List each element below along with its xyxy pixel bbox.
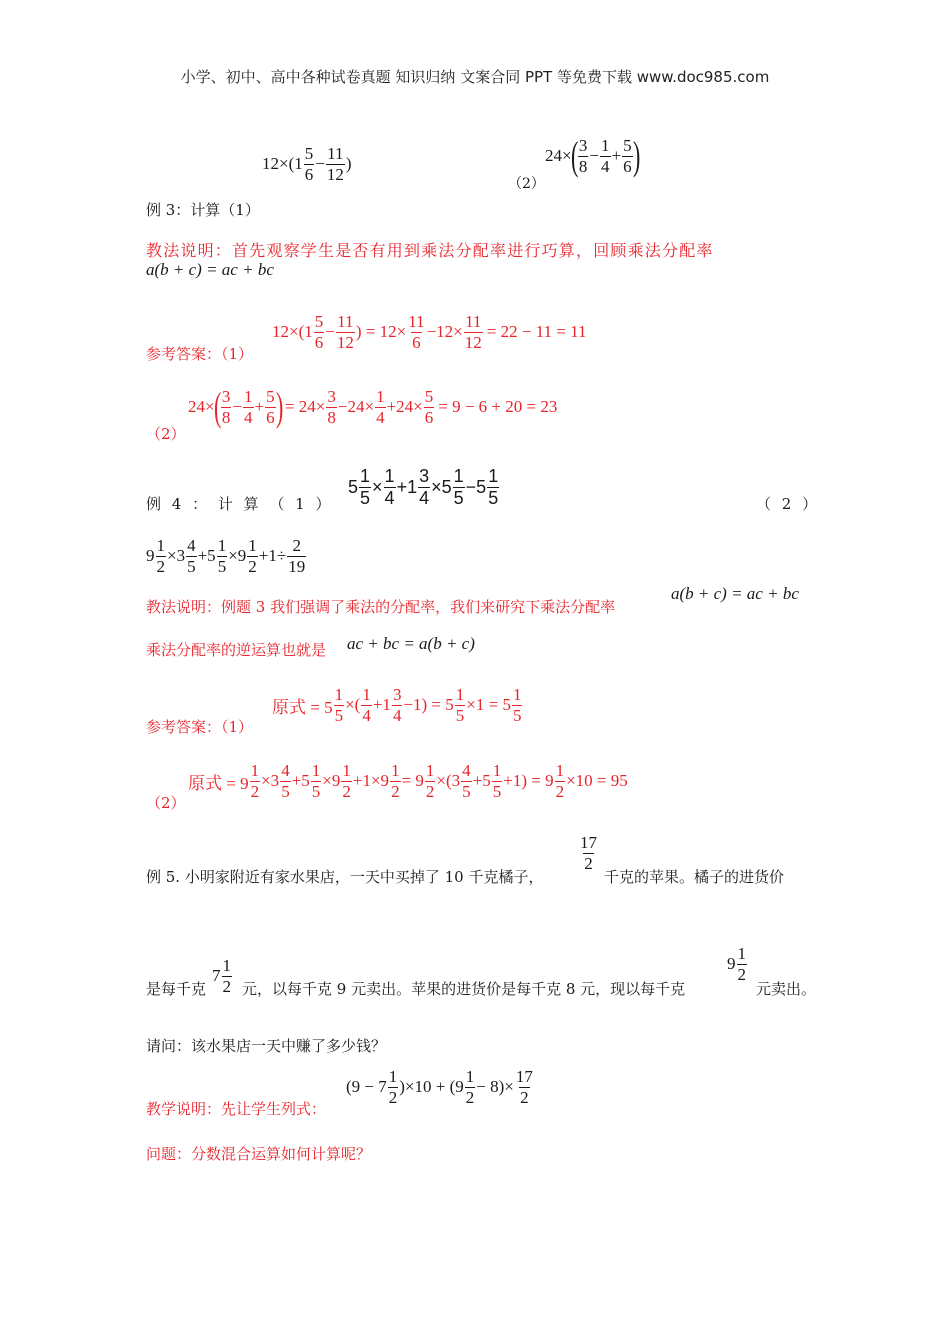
math-text: 12×(1 (262, 154, 303, 174)
ex4-q2-number: （ 2 ） (756, 495, 821, 513)
ex4-inverse-formula: ac + bc = a(b + c) (347, 634, 475, 653)
fraction: $\frac{11}{12}$ (326, 144, 344, 184)
fraction: $\frac{1}{2}$ (156, 536, 165, 576)
ex5-line-2c: 元卖出。 (756, 980, 817, 998)
ex4-formula: a(b + c) = ac + bc (671, 584, 799, 603)
fraction: $\frac{2}{19}$ (288, 536, 306, 576)
ex3-answer-2: 24× ( $\frac{3}{8}$ − $\frac{1}{4}$ + $\frac{5}{6}$ ) = 24× $\frac{3}{8}$ −24× $\frac{1}{4}$ +24× $\frac{5}{6}$ = 9 − 6 + 20 = 23 (188, 384, 558, 429)
ex3-formula: a(b + c) = ac + bc (146, 260, 274, 279)
fraction: $\frac{1}{4}$ (244, 386, 253, 427)
fraction: $\frac{5}{6}$ (623, 135, 632, 176)
ex4-answer-1: 原式 = 5 $\frac{1}{5}$ ×( $\frac{1}{4}$ +1 $\frac{3}{4}$ −1) = 5 $\frac{1}{5}$ ×1 = 5 $\frac{1}{5}$ (272, 685, 522, 725)
fraction: $\frac{1}{5}$ (360, 466, 371, 508)
fraction: $\frac{1}{2}$ (425, 761, 435, 801)
fraction: $\frac{5}{6}$ (314, 312, 324, 352)
page-header: 小学、初中、高中各种试卷真题 知识归纳 文案合同 PPT 等免费下载 www.doc985.com (180, 68, 770, 86)
ex5-line-1: 例 5. 小明家附近有家水果店，一天中买掉了 10 千克橘子， (146, 868, 544, 886)
fraction: $\frac{3}{4}$ (419, 466, 430, 508)
ex5-line-2b: 元，以每千克 9 元卖出。苹果的进货价是每千克 8 元，现以每千克 (242, 980, 686, 998)
fraction: $\frac{3}{4}$ (392, 685, 402, 725)
ex5-line-2a: 是每千克 (146, 980, 207, 998)
ex5-apple-price: 9 $\frac{1}{2}$ (727, 944, 746, 984)
fraction: $\frac{3}{8}$ (327, 386, 336, 427)
fraction: $\frac{5}{6}$ (304, 144, 314, 184)
ex4-question-2: 9 $\frac{1}{2}$ ×3 $\frac{4}{5}$ +5 $\frac{1}{5}$ ×9 $\frac{1}{2}$ +1÷ $\frac{2}{19}$ (146, 536, 306, 576)
fraction: $\frac{1}{4}$ (362, 685, 371, 725)
fraction: $\frac{1}{5}$ (455, 685, 465, 725)
ex3-label: 例 3：计算（1） (146, 201, 260, 219)
ex3-answer-2-label: （2） (146, 425, 186, 443)
fraction: $\frac{17}{2}$ (515, 1067, 533, 1107)
fraction: $\frac{1}{5}$ (453, 466, 464, 508)
fraction: $\frac{11}{6}$ (408, 312, 425, 352)
math-text: + (611, 146, 622, 165)
ex3-question-2: 24× ( $\frac{3}{8}$ − $\frac{1}{4}$ + $\frac{5}{6}$ ) (545, 133, 640, 178)
ex5-problem: 问题：分数混合运算如何计算呢？ (146, 1145, 372, 1163)
fraction: $\frac{1}{2}$ (465, 1067, 475, 1107)
fraction: $\frac{1}{5}$ (492, 761, 502, 801)
ex3-answer-label: 参考答案：（1） (146, 345, 254, 363)
ex4-inverse-note: 乘法分配率的逆运算也就是 (146, 641, 327, 659)
fraction: $\frac{1}{2}$ (248, 536, 257, 576)
fraction: $\frac{1}{2}$ (737, 944, 746, 984)
fraction: $\frac{1}{5}$ (217, 536, 227, 576)
fraction: $\frac{3}{8}$ (578, 135, 588, 176)
fraction: $\frac{1}{2}$ (222, 956, 231, 996)
fraction: $\frac{5}{6}$ (424, 386, 434, 427)
ex4-answer-label: 参考答案：（1） (146, 718, 254, 736)
ex5-orange-price: 7 $\frac{1}{2}$ (212, 956, 231, 996)
fraction: $\frac{5}{6}$ (266, 386, 275, 427)
ex3-answer-1: 12×(1 $\frac{5}{6}$ − $\frac{11}{12}$ ) = 12× $\frac{11}{6}$ −12× $\frac{11}{12}$ = 22 − 11 = 11 (272, 312, 587, 352)
fraction: $\frac{1}{2}$ (388, 1067, 398, 1107)
fraction: $\frac{1}{4}$ (384, 466, 395, 508)
fraction: $\frac{1}{2}$ (250, 761, 260, 801)
fraction: $\frac{11}{12}$ (464, 312, 482, 352)
fraction: $\frac{1}{5}$ (488, 466, 499, 508)
math-text: 24× (545, 146, 572, 165)
ex5-teach-note: 教学说明：先让学生列式： (146, 1100, 327, 1118)
fraction: $\frac{3}{8}$ (221, 386, 231, 427)
math-text: ) (345, 154, 352, 174)
fraction: $\frac{11}{12}$ (336, 312, 354, 352)
math-text: − (589, 146, 600, 165)
ex4-method-note: 教法说明：例题 3 我们强调了乘法的分配率，我们来研究下乘法分配率 (146, 598, 616, 616)
fraction: $\frac{1}{4}$ (376, 386, 385, 427)
fraction: $\frac{1}{2}$ (342, 761, 351, 801)
ex4-question-1: 5 $\frac{1}{5}$ × $\frac{1}{4}$ +1 $\frac{3}{4}$ ×5 $\frac{1}{5}$ −5 $\frac{1}{5}$ (348, 466, 499, 508)
ex5-expression: (9 − 7 $\frac{1}{2}$ )×10 + (9 $\frac{1}{2}$ − 8)× $\frac{17}{2}$ (346, 1067, 533, 1107)
ex3-method-note: 教法说明：首先观察学生是否有用到乘法分配率进行巧算，回顾乘法分配率 (146, 241, 714, 260)
ex4-answer-2-label: （2） (146, 794, 186, 812)
ex4-answer-2: 原式 = 9 $\frac{1}{2}$ ×3 $\frac{4}{5}$ +5 $\frac{1}{5}$ ×9 $\frac{1}{2}$ +1×9 $\frac{1}{2}$ = 9 $\frac{1}{2}$ ×(3 $\frac{4}{5}$ +5 $\frac{1}{5}$ +1) = 9 $\frac{1}{2}$ ×10 = 95 (188, 761, 628, 801)
fraction: $\frac{4}{5}$ (187, 536, 196, 576)
ex3-question-1 (262, 145, 352, 184)
fraction: $\frac{1}{5}$ (334, 685, 344, 725)
math-text: − (315, 154, 325, 174)
fraction: $\frac{1}{5}$ (311, 761, 321, 801)
ex3-q2-number: （2） (508, 176, 545, 192)
fraction: $\frac{4}{5}$ (462, 761, 471, 801)
ex5-apple-weight (578, 834, 599, 873)
fraction: $\frac{1}{5}$ (512, 685, 522, 725)
fraction: $\frac{4}{5}$ (281, 761, 290, 801)
fraction: $\frac{1}{2}$ (555, 761, 565, 801)
ex4-label: 例 4 ： 计 算 （ 1 ） (146, 495, 334, 513)
fraction: $\frac{1}{4}$ (601, 135, 610, 176)
ex5-question: 请问：该水果店一天中赚了多少钱？ (146, 1037, 387, 1055)
fraction: $\frac{17}{2}$ (580, 833, 597, 873)
fraction: $\frac{1}{2}$ (391, 761, 400, 801)
ex5-line-1b: 千克的苹果。橘子的进货价 (604, 868, 785, 886)
